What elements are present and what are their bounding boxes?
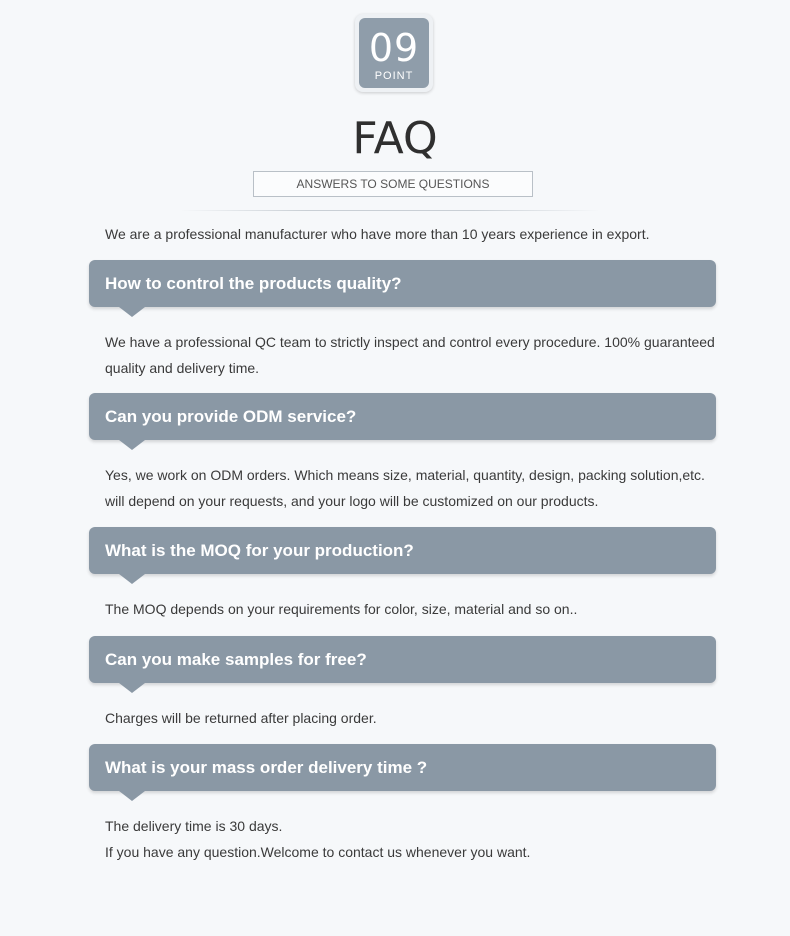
answer-line: We have a professional QC team to strictly inspect and control every procedure. 100% guaranteed (105, 334, 715, 350)
answer-line: will depend on your requests, and your logo will be customized on our products. (105, 493, 599, 509)
page-title: FAQ (352, 113, 438, 164)
point-number: 09 (368, 26, 420, 70)
answer-line: If you have any question.Welcome to contact us whenever you want. (105, 844, 531, 860)
divider (180, 210, 600, 211)
point-badge (355, 14, 433, 92)
faq-question-quality: How to control the products quality? (89, 260, 716, 307)
answer-line: The delivery time is 30 days. (105, 818, 283, 834)
intro-text: We are a professional manufacturer who have more than 10 years experience in export. (105, 226, 650, 242)
faq-question-odm: Can you provide ODM service? (89, 393, 716, 440)
faq-answer-moq (105, 596, 745, 622)
faq-question-moq: What is the MOQ for your production? (89, 527, 716, 574)
answer-line: Yes, we work on ODM orders. Which means size, material, quantity, design, packing solution,etc. (105, 467, 705, 483)
faq-answer-delivery (105, 813, 745, 865)
answer-line: The MOQ depends on your requirements for color, size, material and so on.. (105, 601, 578, 617)
faq-answer-quality (105, 329, 745, 381)
faq-question-samples: Can you make samples for free? (89, 636, 716, 683)
point-badge-inner (359, 18, 429, 88)
point-label: POINT (374, 70, 414, 82)
answer-line: Charges will be returned after placing order. (105, 710, 377, 726)
faq-answer-odm (105, 462, 745, 514)
faq-answer-samples (105, 705, 745, 731)
page-subtitle: ANSWERS TO SOME QUESTIONS (253, 171, 533, 197)
answer-line: quality and delivery time. (105, 360, 260, 376)
faq-question-delivery: What is your mass order delivery time ? (89, 744, 716, 791)
